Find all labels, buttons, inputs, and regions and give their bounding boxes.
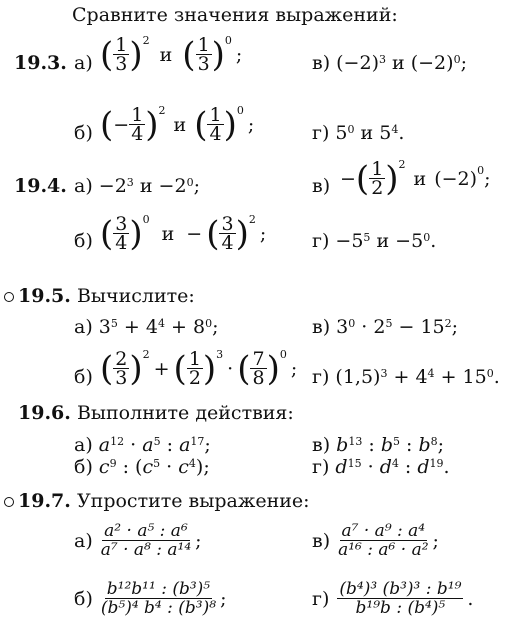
exponent: 0	[347, 123, 355, 136]
problem-number: 19.6.	[18, 402, 71, 424]
denominator: 4	[209, 123, 222, 145]
denominator: 3	[115, 367, 128, 389]
denominator: 3	[115, 53, 128, 75]
expr-19-5-g	[312, 366, 500, 388]
exponent: 8	[430, 435, 438, 448]
fraction	[113, 36, 129, 73]
expr-19-6-a	[74, 434, 211, 456]
punct: ;	[212, 316, 219, 338]
exponent: 2	[398, 157, 406, 171]
exponent: 0	[142, 212, 150, 226]
denominator: 4	[131, 123, 144, 145]
paren: )	[145, 104, 159, 145]
fraction	[338, 522, 428, 559]
exponent: 15	[347, 457, 362, 470]
punct: ;	[204, 434, 211, 456]
expr-19-4-g	[312, 230, 436, 252]
paren: )	[266, 348, 280, 389]
exponent: 4	[391, 457, 399, 470]
exponent: 3	[380, 367, 388, 380]
expr-19-6-v	[312, 434, 444, 456]
exponent: 13	[348, 435, 363, 448]
exponent: 3	[378, 53, 386, 66]
item-label: б)	[74, 230, 93, 252]
punct: ;	[437, 434, 445, 456]
base: c	[142, 456, 154, 478]
fraction	[196, 36, 212, 73]
exponent: 0	[486, 367, 494, 380]
expr-19-5-a	[74, 316, 218, 338]
exponent: 0	[348, 317, 356, 330]
problem-title: Упростите выражение:	[76, 490, 310, 512]
paren: (	[355, 158, 370, 199]
numerator: 3	[115, 213, 128, 235]
expr-text: а) 3	[74, 316, 111, 338]
problem-number-19-3: 19.3.	[14, 52, 67, 74]
expr-text: и −2	[133, 175, 187, 197]
punct: ;	[195, 529, 202, 552]
punct: );	[195, 456, 210, 478]
numerator: a² · a⁵ : a⁶	[104, 521, 188, 541]
numerator: 7	[252, 348, 265, 370]
denominator: a⁷ · a⁸ : a¹⁴	[100, 540, 192, 560]
expr-19-5-b	[100, 347, 298, 389]
exponent: 2	[444, 317, 452, 330]
punct: ;	[235, 43, 243, 66]
expr-text: · 2	[355, 316, 386, 338]
expr-text: + 4	[387, 366, 428, 388]
exponent: 17	[190, 435, 205, 448]
item-label: г)	[312, 456, 330, 478]
fraction	[219, 215, 235, 252]
punct: ;	[451, 316, 459, 338]
problem-number: 19.7.	[18, 490, 71, 512]
item-label: в)	[312, 434, 331, 456]
exponent: 0	[477, 163, 485, 177]
paren: (	[100, 348, 114, 389]
exponent: 4	[157, 317, 165, 330]
base: a	[179, 434, 191, 456]
expr-text: − 15	[392, 316, 445, 338]
expr-text: + 15	[434, 366, 487, 388]
difficulty-circle-icon	[4, 292, 14, 302]
expr-text: г) 5	[312, 122, 348, 144]
base: d	[417, 456, 430, 478]
expr-19-4-b	[100, 212, 267, 254]
operator: :	[399, 434, 419, 456]
paren: )	[202, 348, 217, 389]
expr-19-5-v	[312, 316, 458, 338]
item-label: а)	[74, 52, 93, 74]
exponent: 3	[126, 176, 134, 189]
numerator: 3	[221, 213, 234, 235]
punct: ;	[484, 167, 491, 190]
numerator: 1	[115, 34, 128, 56]
paren: )	[129, 34, 143, 75]
expr-19-3-g	[312, 122, 404, 144]
item-label: в)	[312, 529, 331, 552]
denominator: 8	[252, 367, 265, 389]
item-label: б)	[74, 366, 93, 388]
fraction	[129, 106, 145, 143]
paren: (	[100, 104, 114, 145]
problem-title: Выполните действия:	[76, 402, 294, 424]
item-label: в)	[312, 175, 331, 197]
exponent: 9	[109, 457, 117, 470]
item-label: а)	[74, 529, 93, 552]
minus: −	[113, 113, 130, 136]
numerator: (b⁴)³ (b³)³ : b¹⁹	[339, 579, 462, 599]
fraction	[113, 215, 129, 252]
exponent: 5	[363, 231, 371, 244]
base: b	[380, 434, 393, 456]
expr-19-6-b	[74, 456, 210, 478]
fraction	[113, 350, 129, 387]
expr-text: а) −2	[74, 175, 127, 197]
exponent: 5	[153, 457, 161, 470]
exponent: 4	[391, 123, 399, 136]
expr-19-3-v	[312, 52, 467, 74]
difficulty-circle-icon	[4, 497, 14, 507]
numerator: 1	[188, 348, 201, 370]
problem-number: 19.5.	[18, 285, 71, 307]
exponent: 2	[158, 103, 166, 117]
expr-19-4-a	[74, 175, 200, 197]
paren: (	[182, 34, 196, 75]
minus: −	[340, 167, 356, 190]
problem-number-19-4: 19.4.	[14, 175, 67, 197]
expr-text: (−2)	[434, 167, 478, 190]
paren: (	[194, 104, 208, 145]
conjunction: и	[413, 167, 427, 190]
exponent: 5	[110, 317, 118, 330]
exponent: 2	[142, 33, 150, 47]
fraction	[207, 106, 223, 143]
conjunction: и	[173, 113, 187, 136]
exponent: 12	[110, 435, 125, 448]
operator: +	[153, 357, 170, 380]
base: b	[336, 434, 349, 456]
exponent: 2	[248, 212, 256, 226]
operator: ·	[361, 456, 380, 478]
base: a	[98, 434, 111, 456]
numerator: 2	[115, 348, 128, 370]
denominator: b¹⁹b : (b⁴)⁵	[355, 598, 446, 618]
paren: (	[206, 213, 220, 254]
punct: ;	[220, 587, 227, 610]
expr-19-3-b	[100, 103, 255, 145]
item-label: г)	[312, 587, 330, 610]
denominator: a¹⁶ : a⁶ · a²	[338, 540, 429, 560]
problem-heading-19-6	[18, 402, 294, 424]
expr-text: + 4	[117, 316, 158, 338]
item-label: б)	[74, 587, 93, 610]
operator: :	[160, 434, 180, 456]
paren: )	[223, 104, 237, 145]
exponent: 19	[429, 457, 444, 470]
exponent: 0	[423, 231, 431, 244]
conjunction: и	[159, 43, 173, 66]
operator: ·	[160, 456, 179, 478]
punct: ;	[193, 175, 200, 197]
expr-text: и −5	[370, 230, 424, 252]
base: a	[142, 434, 154, 456]
item-label: б)	[74, 456, 93, 478]
expr-19-3-a	[100, 33, 243, 75]
expr-text: + 8	[164, 316, 206, 338]
numerator: 1	[209, 104, 222, 126]
exponent: 4	[188, 457, 196, 470]
punct: .	[398, 122, 405, 144]
paren: (	[100, 213, 114, 254]
expr-text: в) 3	[312, 316, 349, 338]
punct: .	[430, 230, 437, 252]
numerator: 1	[371, 158, 384, 180]
operator: :	[398, 456, 418, 478]
punct: ;	[247, 113, 255, 136]
expr-text: и (−2)	[385, 52, 454, 74]
fraction	[369, 160, 385, 197]
paren: )	[235, 213, 249, 254]
expr-19-7-b	[74, 580, 226, 617]
punct: .	[493, 366, 500, 388]
exponent: 0	[186, 176, 194, 189]
fraction	[250, 350, 266, 387]
exponent: 0	[279, 347, 287, 361]
operator: : (	[116, 456, 143, 478]
operator: ·	[124, 434, 143, 456]
base: d	[379, 456, 392, 478]
expr-19-7-g	[312, 580, 473, 617]
denominator: (b⁵)⁴ b⁴ : (b³)⁸	[100, 598, 217, 618]
exponent: 5	[153, 435, 161, 448]
operator: ·	[227, 357, 234, 380]
numerator: 1	[131, 104, 144, 126]
expr-text: г) (1,5)	[312, 366, 381, 388]
numerator: b¹²b¹¹ : (b³)⁵	[106, 579, 211, 599]
exponent: 0	[453, 53, 461, 66]
paren: )	[385, 158, 399, 199]
base: b	[418, 434, 431, 456]
denominator: 4	[221, 232, 234, 254]
punct: .	[443, 456, 450, 478]
expr-text: г) −5	[312, 230, 364, 252]
exponent: 0	[236, 103, 244, 117]
base: d	[335, 456, 348, 478]
paren: )	[211, 34, 225, 75]
punct: .	[467, 587, 474, 610]
paren: (	[100, 34, 114, 75]
exponent: 0	[205, 317, 213, 330]
fraction	[187, 350, 203, 387]
fraction	[101, 580, 216, 617]
expr-19-6-g	[312, 456, 450, 478]
punct: ;	[460, 52, 467, 74]
punct: ;	[432, 529, 439, 552]
base: c	[178, 456, 189, 478]
exponent: 3	[216, 347, 224, 361]
denominator: 4	[115, 232, 128, 254]
conjunction: и	[161, 222, 175, 245]
punct: ;	[290, 357, 298, 380]
paren: (	[173, 348, 187, 389]
paren: )	[129, 213, 143, 254]
exponent: 2	[142, 347, 150, 361]
expr-19-7-v	[312, 522, 439, 559]
operator: :	[362, 434, 381, 456]
base: c	[98, 456, 110, 478]
expr-19-7-a	[74, 522, 202, 559]
minus: −	[186, 222, 203, 245]
exponent: 4	[427, 367, 435, 380]
numerator: 1	[197, 34, 210, 56]
fraction	[101, 522, 191, 559]
exponent: 5	[392, 435, 400, 448]
paren: )	[129, 348, 143, 389]
numerator: a⁷ · a⁹ : a⁴	[341, 521, 426, 541]
problem-heading-19-7	[18, 490, 310, 512]
problem-title: Вычислите:	[76, 285, 195, 307]
exponent: 0	[224, 33, 232, 47]
fraction	[337, 580, 463, 617]
denominator: 2	[188, 367, 201, 389]
expr-text: и 5	[354, 122, 392, 144]
section-instruction: Сравните значения выражений:	[72, 4, 398, 26]
exponent: 5	[385, 317, 393, 330]
problem-heading-19-5	[18, 285, 195, 307]
expr-19-4-v	[340, 157, 491, 199]
denominator: 2	[371, 177, 384, 199]
punct: ;	[259, 222, 267, 245]
expr-text: в) (−2)	[312, 52, 379, 74]
item-label: а)	[74, 434, 93, 456]
item-label: б)	[74, 122, 93, 144]
paren: (	[237, 348, 251, 389]
denominator: 3	[197, 53, 210, 75]
